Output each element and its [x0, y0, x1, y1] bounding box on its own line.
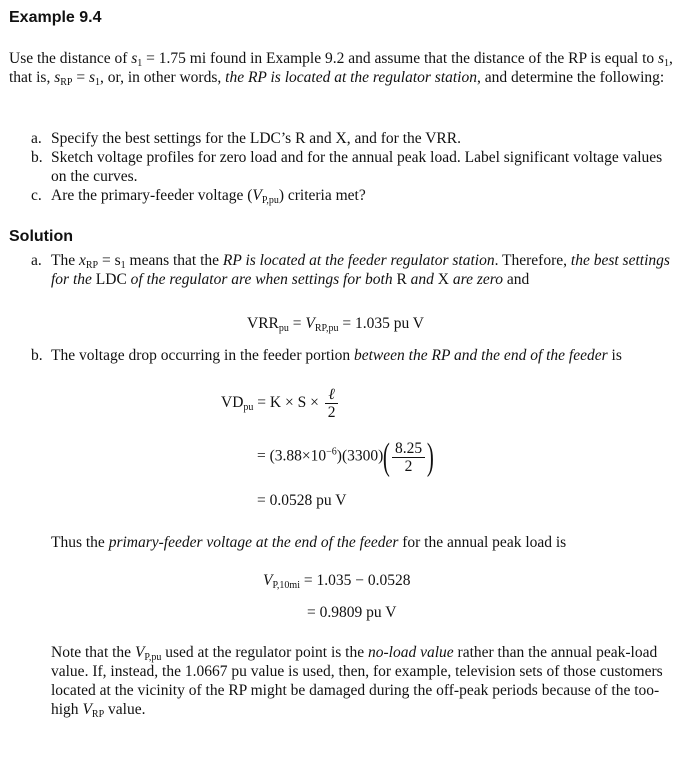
intro-paragraph: Use the distance of $s_1 = 1.75$ mi found in Example 9.2 and assume that the distance of the RP is equal to $s_1$, that is, $s_{RP} = s_1$, or, in other words, the RP is located at the regulator station, and determine the following:	[9, 50, 673, 88]
list-item-c: c. Are the primary-feeder voltage $(V_{P,pu})$ criteria met?	[31, 187, 366, 206]
equation-vp10mi-result: = 0.9809 pu V	[307, 604, 397, 621]
equation-vd-result: = 0.0528 pu V	[257, 492, 347, 509]
thus-paragraph: Thus the primary-feeder voltage at the end of the feeder for the annual peak load is	[51, 534, 567, 551]
equation-vd-numeric: = $(3.88\times 10^{-6})(3300)$( $\frac{8.25}{2}$ )	[257, 436, 434, 478]
solution-part-a: a. The $x_{RP} = s_1$ means that the RP is located at the feeder regulator station. Therefore, the best settings for the LDC of the regulator are when settings for both R and X are zero and	[31, 252, 670, 288]
fraction-8-25-over-2: $\frac{8.25}{2}$	[392, 440, 425, 475]
note-paragraph: Note that the $V_{P,pu}$ used at the regulator point is the no-load value rather than the annual peak-load value. If, instead, the 1.0667 pu value is used, then, for example, television sets of those customers located at the vicinity of the RP might be damaged during the off-peak periods because of the too-high $V_{RP}$ value.	[51, 644, 663, 720]
equation-vd: $VD_{pu} = K \times S$ × $\frac{\text{ℓ}}{2}$	[221, 386, 340, 421]
list-item-a: a. Specify the best settings for the LDC’s R and X, and for the VRR.	[31, 130, 461, 147]
solution-heading: Solution	[9, 228, 73, 245]
solution-part-b: b. The voltage drop occurring in the feeder portion between the RP and the end of the feeder is	[31, 347, 622, 364]
fraction-l-over-2: $\frac{\text{ℓ}}{2}$	[325, 386, 339, 421]
example-heading: Example 9.4	[9, 9, 102, 26]
equation-vp10mi: $V_{P,10mi} = 1.035 - 0.0528$	[263, 572, 411, 591]
equation-vrr: $VRR_{pu} = V_{RP,pu} = 1.035$ pu V	[247, 315, 424, 334]
list-item-b: b. Sketch voltage profiles for zero load and for the annual peak load. Label significant voltage values on the curves.	[31, 149, 663, 185]
